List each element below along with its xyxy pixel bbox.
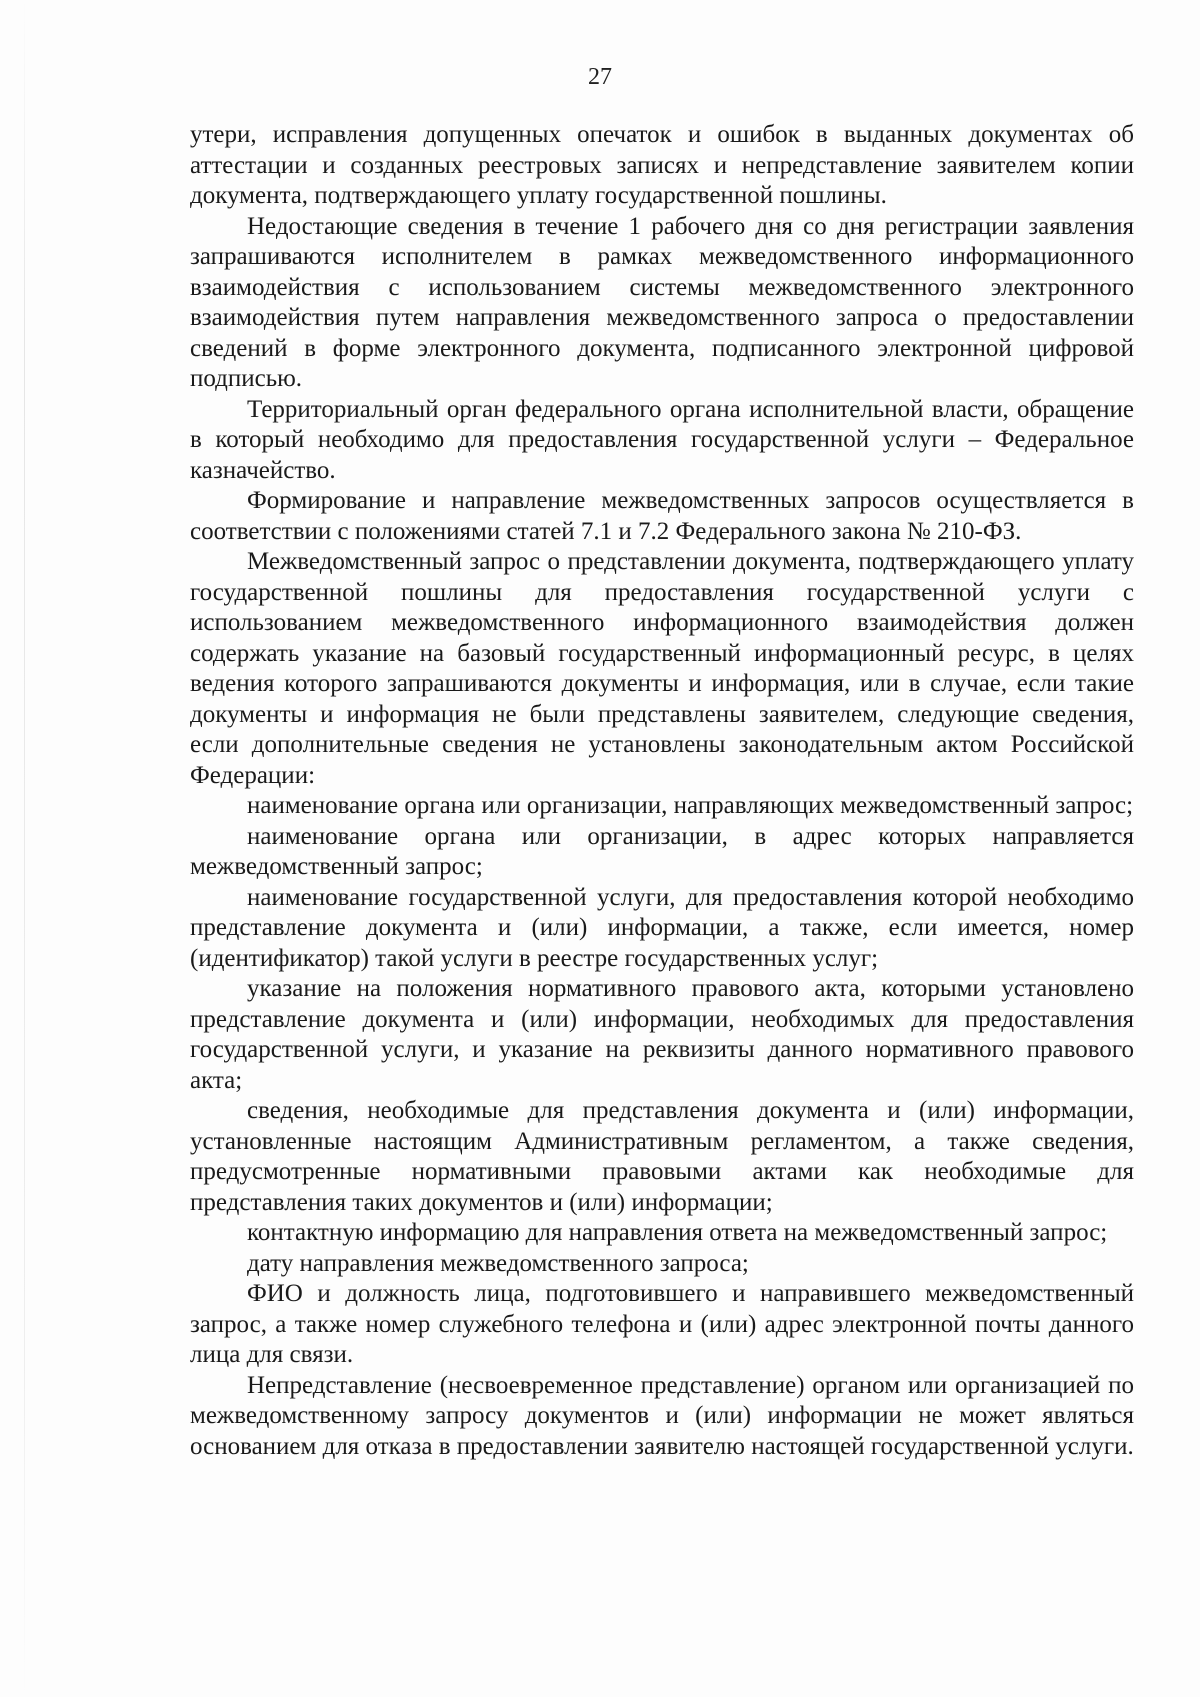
paragraph-missing-info: Недостающие сведения в течение 1 рабочего дня со дня регистрации заявления запрашиваются исполнителем в рамках межведомственного информационного взаимодействия с использованием системы межведомственного электронного взаимодействия путем направления межведомственного запроса о предоставлении сведений в форме электронного документа, подписанного электронной цифровой подписью. — [190, 212, 1134, 392]
list-item-responsible-person: ФИО и должность лица, подготовившего и направившего межведомственный запрос, а также номер служебного телефона и (или) адрес электронной почты данного лица для связи. — [190, 1280, 1134, 1368]
list-item-required-info: сведения, необходимые для представления документа и (или) информации, установленные настоящим Административным регламентом, а также сведения, предусмотренные нормативными правовыми актами как необходимые для представления таких документов и (или) информации; — [190, 1097, 1134, 1216]
list-item-contact-info: контактную информацию для направления ответа на межведомственный запрос; — [247, 1219, 1108, 1246]
list-item-requesting-body: наименование органа или организации, направляющих межведомственный запрос; — [247, 792, 1134, 819]
paragraph-request-contents: Межведомственный запрос о представлении документа, подтверждающего уплату государственной пошлины для предоставления государственной услуги с использованием межведомственного информационного взаимодействия должен содержать указание на базовый государственный информационный ресурс, в целях ведения которого запрашиваются документы и информация, или в случае, если такие документы и информация не были представлены заявителем, следующие сведения, если дополнительные сведения не установлены законодательным актом Российской Федерации: — [190, 548, 1134, 789]
list-item-service-name: наименование государственной услуги, для предоставления которой необходимо представление документа и (или) информации, а также, если имеется, номер (идентификатор) такой услуги в реестре государственных услуг; — [190, 883, 1134, 972]
paragraph-territorial-body: Территориальный орган федерального органа исполнительной власти, обращение в который необходимо для предоставления государственной услуги – Федеральное казначейство. — [190, 395, 1134, 484]
list-item-addressee-body: наименование органа или организации, в адрес которых направляется межведомственный запрос; — [190, 822, 1134, 880]
document-body — [190, 120, 1134, 1462]
paragraph-non-submission: Непредставление (несвоевременное представление) органом или организацией по межведомственному запросу документов и (или) информации не может являться основанием для отказа в предоставлении заявителю настоящей государственной услуги. — [190, 1371, 1134, 1460]
page-number: 27 — [588, 64, 612, 90]
paragraph-request-forming: Формирование и направление межведомственных запросов осуществляется в соответствии с положениями статей 7.1 и 7.2 Федерального закона № 210-ФЗ. — [190, 487, 1134, 545]
paragraph-continuation: утери, исправления допущенных опечаток и ошибок в выданных документах об аттестации и созданных реестровых записях и непредставление заявителем копии документа, подтверждающего уплату государственной пошлины. — [190, 121, 1134, 209]
list-item-request-date: дату направления межведомственного запроса; — [247, 1249, 749, 1277]
list-item-legal-act: указание на положения нормативного правового акта, которыми установлено представление документа и (или) информации, необходимых для предоставления государственной услуги, и указание на реквизиты данного нормативного правового акта; — [190, 975, 1134, 1094]
scan-edge-artifact — [24, 0, 25, 1697]
